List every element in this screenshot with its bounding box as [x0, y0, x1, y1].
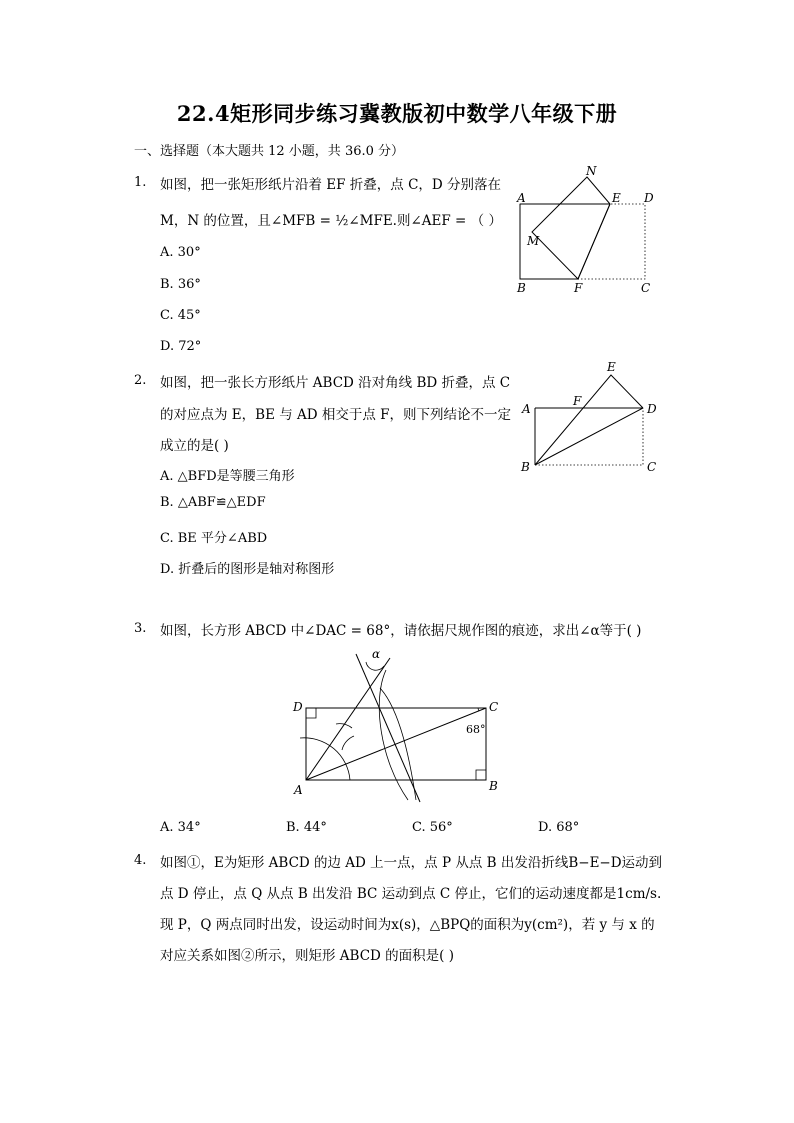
q1-option-b[interactable]: B. 36°	[160, 277, 201, 292]
q2-figure	[515, 355, 675, 480]
q3-label-alpha: α	[372, 647, 381, 661]
q1-line-2: M，N 的位置，且∠MFB = ½∠MFE.则∠AEF = （ ）	[160, 213, 502, 229]
q3-diagonal-ac	[306, 708, 486, 780]
q2-label-d: D	[647, 402, 657, 416]
q2-line-1: 如图，把一张长方形纸片 ABCD 沿对角线 BD 折叠，点 C	[160, 375, 511, 391]
q2-number: 2.	[134, 373, 147, 388]
q4-line-2: 点 D 停止，点 Q 从点 B 出发沿 BC 运动到点 C 停止，它们的运动速度都是1cm/s.	[160, 886, 662, 902]
q2-label-f: F	[573, 394, 582, 408]
q1-option-d[interactable]: D. 72°	[160, 339, 202, 354]
q4-line-3: 现 P，Q 两点同时出发，设运动时间为x(s)，△BPQ的面积为y(cm²)，若 y 与 x 的	[160, 917, 655, 933]
q2-diagonal-bd	[535, 408, 643, 465]
q3-option-a[interactable]: A. 34°	[160, 820, 201, 835]
q4-line-4: 对应关系如图②所示，则矩形 ABCD 的面积是( )	[160, 948, 454, 964]
q3-label-b: B	[489, 779, 498, 793]
q1-label-f: F	[574, 281, 583, 295]
q2-line-3: 成立的是( )	[160, 438, 229, 454]
q3-figure	[280, 640, 520, 810]
q1-label-n: N	[586, 164, 597, 178]
q2-label-e: E	[607, 360, 616, 374]
q1-number: 1.	[134, 175, 147, 190]
page-title: 22.4矩形同步练习冀教版初中数学八年级下册	[176, 101, 618, 126]
q3-number: 3.	[134, 621, 147, 636]
q1-fold-line	[578, 204, 610, 279]
q3-option-b[interactable]: B. 44°	[286, 820, 327, 835]
q3-label-c: C	[489, 700, 499, 714]
q3-label-68: 68°	[466, 723, 486, 736]
q2-label-b: B	[521, 460, 530, 474]
q1-figure	[510, 162, 670, 296]
q2-label-a: A	[522, 402, 531, 416]
q1-label-b: B	[517, 281, 526, 295]
q3-label-d: D	[293, 700, 303, 714]
q3-line-1: 如图，长方形 ABCD 中∠DAC = 68°，请依据尺规作图的痕迹，求出∠α等于( )	[160, 623, 642, 639]
q1-label-d: D	[644, 191, 654, 205]
q2-folded-be-ed	[535, 375, 643, 465]
q1-option-c[interactable]: C. 45°	[160, 308, 201, 323]
q2-option-c[interactable]: C. BE 平分∠ABD	[160, 531, 268, 546]
q2-option-d[interactable]: D. 折叠后的图形是轴对称图形	[160, 562, 335, 577]
q4-number: 4.	[134, 853, 147, 868]
section-heading: 一、选择题（本大题共 12 小题，共 36.0 分）	[134, 144, 405, 159]
q1-option-a[interactable]: A. 30°	[160, 245, 201, 260]
q2-label-c: C	[647, 460, 657, 474]
q3-option-d[interactable]: D. 68°	[538, 820, 580, 835]
q1-label-e: E	[612, 191, 621, 205]
q3-option-c[interactable]: C. 56°	[412, 820, 453, 835]
q3-label-a: A	[294, 783, 303, 797]
q2-option-a[interactable]: A. △BFD是等腰三角形	[160, 469, 295, 484]
q1-label-a: A	[517, 191, 526, 205]
q3-bisector	[306, 658, 390, 780]
q1-label-m: M	[527, 234, 540, 248]
q1-label-c: C	[641, 281, 651, 295]
q2-option-b[interactable]: B. △ABF≌△EDF	[160, 495, 266, 510]
q1-folded-part	[532, 177, 610, 279]
q4-line-1: 如图①，E为矩形 ABCD 的边 AD 上一点，点 P 从点 B 出发沿折线B−E−D运动到	[160, 855, 663, 871]
q2-line-2: 的对应点为 E，BE 与 AD 相交于点 F，则下列结论不一定	[160, 407, 512, 423]
q1-line-1: 如图，把一张矩形纸片沿着 EF 折叠，点 C，D 分别落在	[160, 177, 502, 193]
